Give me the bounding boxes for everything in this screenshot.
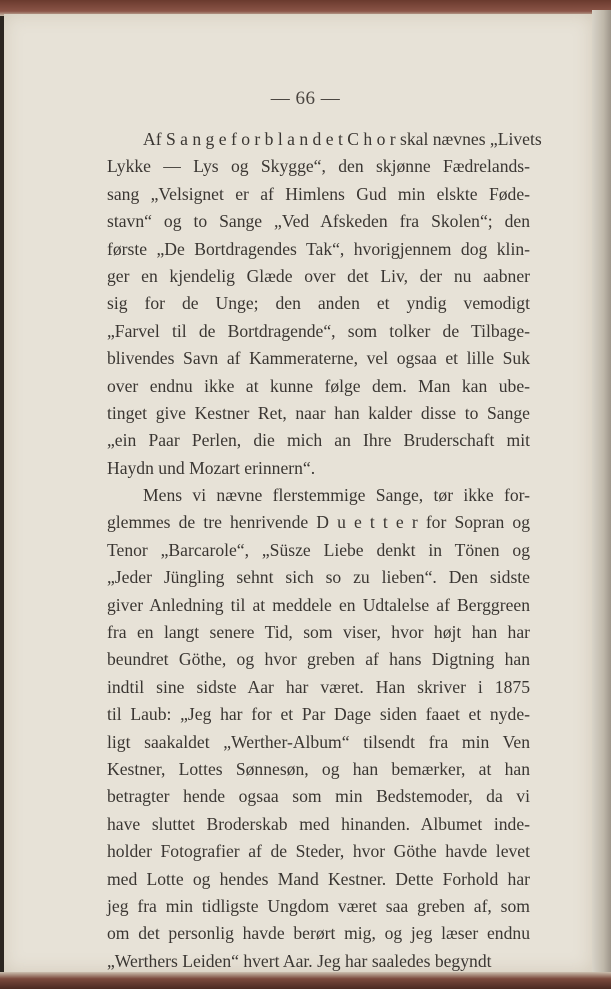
text-line: til Laub: „Jeg har for et Par Dage siden faaet et nyde-	[107, 704, 530, 725]
text-line: over endnu ikke at kunne følge dem. Man kan ube-	[107, 375, 530, 396]
text-line: beundret Göthe, og hvor greben af hans Digtning han	[107, 649, 530, 670]
body-text	[107, 126, 542, 975]
text-line: stavn“ og to Sange „Ved Afskeden fra Skolen“; den	[107, 211, 530, 232]
text-line: tinget give Kestner Ret, naar han kalder disse to Sange	[107, 402, 530, 423]
text-line: have sluttet Broderskab med hinanden. Albumet inde-	[107, 813, 530, 834]
text-line: betragter hende ogsaa som min Bedstemoder, da vi	[107, 786, 530, 807]
text-line: giver Anledning til at meddele en Udtalelse af Berggreen	[107, 594, 530, 615]
text-line: Mens vi nævne flerstemmige Sange, tør ikke for-	[143, 485, 530, 506]
page-edge	[592, 10, 611, 975]
text-line: sig for de Unge; den anden et yndig vemodigt	[107, 293, 530, 314]
text-line: Tenor „Barcarole“, „Süsze Liebe denkt in Tönen og	[107, 539, 530, 560]
text-line: med Lotte og hendes Mand Kestner. Dette Forhold har	[107, 868, 530, 889]
text-line: blivendes Savn af Kammeraterne, vel ogsaa et lille Suk	[107, 348, 530, 369]
text-line: „Werthers Leiden“ hvert Aar. Jeg har saaledes begyndt	[107, 950, 492, 971]
text-line: Haydn und Mozart erinnern“.	[107, 457, 316, 478]
text-line: ger en kjendelig Glæde over det Liv, der nu aabner	[107, 265, 530, 286]
text-line: indtil sine sidste Aar har været. Han skriver i 1875	[107, 676, 530, 697]
text-line: jeg fra min tidligste Ungdom været saa greben af, som	[107, 895, 530, 916]
text-line: ligt saakaldet „Werther-Album“ tilsendt fra min Ven	[107, 731, 530, 752]
text-line: holder Fotografier af de Steder, hvor Göthe havde levet	[107, 841, 530, 862]
text-line: Af S a n g e f o r b l a n d e t C h o r skal nævnes „Livets	[143, 129, 542, 149]
text-line: glemmes de tre henrivende D u e t t e r for Sopran og	[107, 512, 530, 533]
text-line: Kestner, Lottes Sønnesøn, og han bemærker, at han	[107, 758, 530, 779]
text-line: Lykke — Lys og Skygge“, den skjønne Fædrelands-	[107, 156, 530, 177]
text-line: „Jeder Jüngling sehnt sich so zu lieben“. Den sidste	[107, 567, 530, 588]
text-line: første „De Bortdragendes Tak“, hvorigjennem dog klin-	[107, 238, 530, 259]
text-line: fra en langt senere Tid, som viser, hvor højt han har	[107, 622, 530, 643]
text-line: „Farvel til de Bortdragende“, som tolker de Tilbage-	[107, 320, 530, 341]
text-line: om det personlig havde berørt mig, og jeg læser endnu	[107, 923, 530, 944]
text-line: sang „Velsignet er af Himlens Gud min elskte Føde-	[107, 183, 530, 204]
page-number: — 66 —	[270, 88, 341, 109]
text-line: „ein Paar Perlen, die mich an Ihre Bruderschaft mit	[107, 430, 530, 451]
